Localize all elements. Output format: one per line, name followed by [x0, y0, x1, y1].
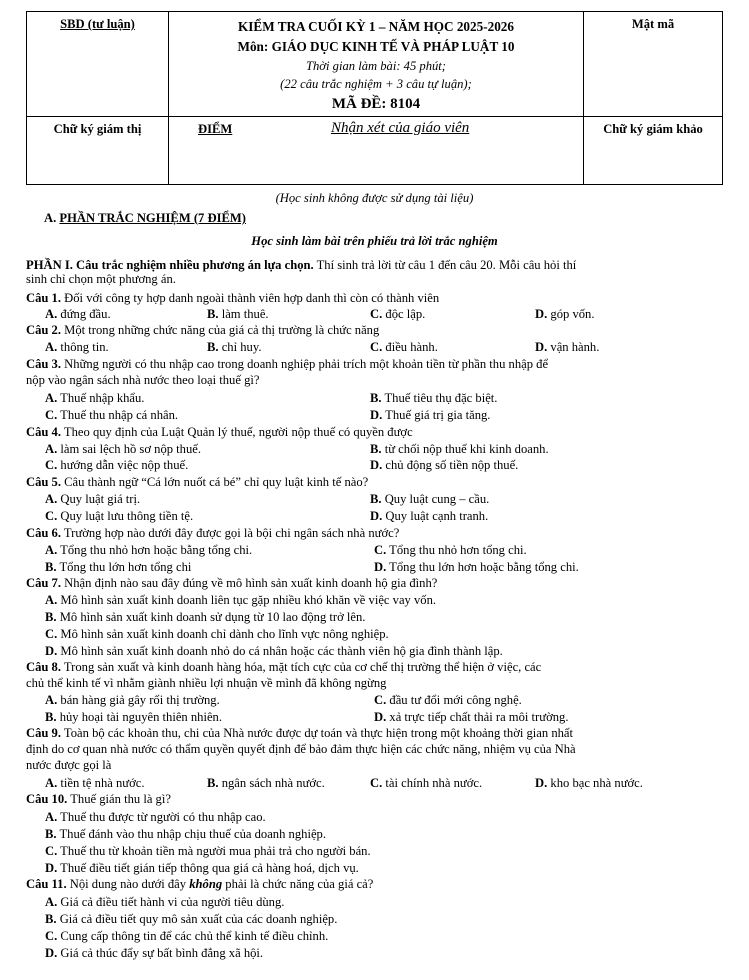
q7-option-c: C. Mô hình sản xuất kinh doanh chỉ dành cho lĩnh vực nông nghiệp. — [45, 627, 389, 641]
option-letter: D. — [370, 458, 383, 472]
q5-option-a: A. Quy luật giá trị. — [45, 492, 141, 506]
part1-line1 — [26, 258, 576, 272]
q11-option-d: D. Giá cả thúc đẩy sự bất bình đẳng xã hội. — [45, 946, 264, 960]
q1-option-b: B. làm thuê. — [207, 307, 269, 321]
question-text: Những người có thu nhập cao trong doanh nghiệp phải trích một khoản tiền từ phần thu nhập để — [61, 357, 549, 371]
question-text: Toàn bộ các khoản thu, chi của Nhà nước được dự toán và thực hiện trong một khoảng thời gian nhất — [61, 726, 574, 740]
option-letter: D. — [374, 710, 387, 724]
q4-option-c: C. hướng dẫn việc nộp thuế. — [45, 458, 189, 472]
q7-option-b: B. Mô hình sản xuất kinh doanh sử dụng từ 10 lao động trở lên. — [45, 610, 366, 624]
option-letter: A. — [45, 593, 58, 607]
examiner-sign-cell — [584, 117, 723, 185]
q3-option-c: C. Thuế thu nhập cá nhân. — [45, 408, 179, 422]
option-letter: D. — [535, 340, 548, 354]
q5-option-d: D. Quy luật cạnh tranh. — [370, 509, 489, 523]
option-letter: A. — [45, 391, 58, 405]
option-letter: A. — [45, 895, 58, 909]
q9-option-b: B. ngân sách nhà nước. — [207, 776, 325, 790]
option-letter: D. — [45, 861, 58, 875]
question-text-end: phải là chức năng của giá cả? — [222, 877, 374, 891]
option-letter: A. — [45, 340, 58, 354]
option-letter: A. — [45, 543, 58, 557]
examiner-sign-label: Chữ ký giám khảo — [603, 122, 703, 136]
exam-title: KIỂM TRA CUỐI KỲ 1 – NĂM HỌC 2025-2026 — [238, 19, 514, 34]
question-number: Câu 10. — [26, 792, 68, 806]
q7-option-a: A. Mô hình sản xuất kinh doanh liên tục gặp nhiều khó khăn về việc vay vốn. — [45, 593, 437, 607]
q8-option-a: A. bán hàng giả gây rối thị trường. — [45, 693, 220, 707]
q9-option-c: C. tài chính nhà nước. — [370, 776, 483, 790]
option-letter: D. — [535, 776, 548, 790]
section-a-prefix: A. — [44, 211, 60, 225]
question-10 — [26, 792, 171, 806]
option-letter: D. — [370, 509, 383, 523]
q9-option-a: A. tiền tệ nhà nước. — [45, 776, 145, 790]
option-letter: A. — [45, 776, 58, 790]
question-1 — [26, 291, 439, 305]
question-2 — [26, 323, 379, 337]
question-text: Câu thành ngữ “Cá lớn nuốt cá bé” chỉ quy luật kinh tế nào? — [61, 475, 369, 489]
q4-option-b: B. từ chối nộp thuế khi kinh doanh. — [370, 442, 549, 456]
no-materials-note: (Học sinh không được sử dụng tài liệu) — [275, 191, 474, 205]
question-number: Câu 5. — [26, 475, 61, 489]
question-text: Nhận định nào sau đây đúng về mô hình sản xuất kinh doanh hộ gia đình? — [61, 576, 438, 590]
q2-option-a: A. thông tin. — [45, 340, 109, 354]
option-letter: B. — [370, 442, 382, 456]
option-letter: C. — [370, 776, 383, 790]
option-letter: B. — [45, 912, 57, 926]
question-number: Câu 9. — [26, 726, 61, 740]
part1-line2: sinh chỉ chọn một phương án. — [26, 272, 176, 286]
exam-info-cell — [169, 12, 584, 117]
option-letter: D. — [45, 644, 58, 658]
q10-option-d: D. Thuế điều tiết gián tiếp thông qua giá cả hàng hoá, dịch vụ. — [45, 861, 359, 875]
section-a-heading — [44, 211, 246, 225]
q10-option-a: A. Thuế thu được từ người có thu nhập cao. — [45, 810, 266, 824]
question-text: Một trong những chức năng của giá cả thị trường là chức năng — [61, 323, 380, 337]
option-letter: B. — [370, 391, 382, 405]
q11-option-b: B. Giá cả điều tiết quy mô sản xuất của các doanh nghiệp. — [45, 912, 338, 926]
question-9 — [26, 726, 573, 740]
q9-option-d: D. kho bạc nhà nước. — [535, 776, 643, 790]
option-letter: B. — [45, 560, 57, 574]
question-number: Câu 3. — [26, 357, 61, 371]
question-8 — [26, 660, 541, 674]
option-letter: D. — [535, 307, 548, 321]
score-comment-cell — [169, 117, 584, 185]
option-letter: B. — [207, 340, 219, 354]
part1-text: Thí sinh trả lời từ câu 1 đến câu 20. Mỗi câu hỏi thí — [313, 258, 577, 272]
question-text: Trong sản xuất và kinh doanh hàng hóa, mặt tích cực của cơ chế thị trường thể hiện ở việc, các — [61, 660, 542, 674]
teacher-comment-label: Nhận xét của giáo viên — [331, 120, 470, 136]
question-6 — [26, 526, 399, 540]
q11-option-a: A. Giá cả điều tiết hành vi của người tiêu dùng. — [45, 895, 285, 909]
question-number: Câu 6. — [26, 526, 61, 540]
question-8-cont: chủ thể kinh tế vì nhằm giành nhiều lợi nhuận về mình đã không ngừng — [26, 676, 387, 690]
q3-option-b: B. Thuế tiêu thụ đặc biệt. — [370, 391, 498, 405]
q4-option-d: D. chủ động số tiền nộp thuế. — [370, 458, 519, 472]
invigilator-sign-cell — [27, 117, 169, 185]
question-11 — [26, 877, 373, 891]
question-7 — [26, 576, 437, 590]
option-letter: C. — [374, 543, 387, 557]
question-number: Câu 11. — [26, 877, 67, 891]
sbd-cell — [27, 12, 169, 117]
option-letter: A. — [45, 810, 58, 824]
q3-option-d: D. Thuế giá trị gia tăng. — [370, 408, 491, 422]
option-letter: B. — [45, 827, 57, 841]
option-letter: B. — [207, 307, 219, 321]
q11-option-c: C. Cung cấp thông tin để các chủ thể kinh tế điều chỉnh. — [45, 929, 329, 943]
q1-option-c: C. độc lập. — [370, 307, 426, 321]
question-text: Trường hợp nào dưới đây được gọi là bội chi ngân sách nhà nước? — [61, 526, 400, 540]
section-a-instruction: Học sinh làm bài trên phiếu trả lời trắc nghiệm — [251, 234, 498, 248]
option-letter: C. — [45, 408, 58, 422]
q3-option-a: A. Thuế nhập khẩu. — [45, 391, 145, 405]
question-3-cont: nộp vào ngân sách nhà nước theo loại thuế gì? — [26, 373, 260, 387]
q6-option-b: B. Tổng thu lớn hơn tổng chi — [45, 560, 192, 574]
secret-code-label: Mật mã — [631, 17, 675, 31]
exam-time: Thời gian làm bài: 45 phút; — [305, 59, 446, 73]
question-number: Câu 1. — [26, 291, 61, 305]
q5-option-b: B. Quy luật cung – cầu. — [370, 492, 490, 506]
q6-option-d: D. Tổng thu lớn hơn hoặc bằng tổng chi. — [374, 560, 579, 574]
option-letter: C. — [45, 509, 58, 523]
option-letter: D. — [45, 946, 58, 960]
question-number: Câu 4. — [26, 425, 61, 439]
q6-option-a: A. Tổng thu nhỏ hơn hoặc bằng tổng chi. — [45, 543, 253, 557]
option-letter: C. — [370, 340, 383, 354]
option-letter: C. — [45, 844, 58, 858]
question-emphasis: không — [189, 877, 223, 891]
q4-option-a: A. làm sai lệch hồ sơ nộp thuế. — [45, 442, 202, 456]
option-letter: D. — [370, 408, 383, 422]
exam-header-table — [26, 11, 723, 185]
question-number: Câu 2. — [26, 323, 61, 337]
question-9-cont2: nước được gọi là — [26, 758, 112, 772]
question-number: Câu 8. — [26, 660, 61, 674]
exam-question-count: (22 câu trắc nghiệm + 3 câu tự luận); — [280, 77, 472, 91]
sbd-label: SBD (tư luận) — [60, 17, 135, 31]
q7-option-d: D. Mô hình sản xuất kinh doanh nhỏ do cá nhân hoặc các thành viên hộ gia đình thành lập. — [45, 644, 503, 658]
q2-option-d: D. vận hành. — [535, 340, 600, 354]
q5-option-c: C. Quy luật lưu thông tiền tệ. — [45, 509, 194, 523]
option-letter: C. — [370, 307, 383, 321]
q1-option-a: A. đứng đầu. — [45, 307, 111, 321]
option-letter: A. — [45, 693, 58, 707]
q1-option-d: D. góp vốn. — [535, 307, 595, 321]
score-label: ĐIỂM — [198, 122, 233, 136]
question-5 — [26, 475, 368, 489]
q10-option-b: B. Thuế đánh vào thu nhập chịu thuế của doanh nghiệp. — [45, 827, 326, 841]
option-letter: D. — [374, 560, 387, 574]
option-letter: C. — [374, 693, 387, 707]
q2-option-c: C. điều hành. — [370, 340, 438, 354]
option-letter: C. — [45, 458, 58, 472]
invigilator-sign-label: Chữ ký giám thị — [53, 122, 142, 136]
option-letter: B. — [45, 610, 57, 624]
section-a-title: PHẦN TRẮC NGHIỆM (7 ĐIỂM) — [59, 211, 246, 225]
option-letter: A. — [45, 442, 58, 456]
question-text: Đối với công ty hợp danh ngoài thành viên hợp danh thì còn có thành viên — [61, 291, 440, 305]
question-text: Nội dung nào dưới đây — [66, 877, 190, 891]
question-text: Thuế gián thu là gì? — [67, 792, 171, 806]
q2-option-b: B. chỉ huy. — [207, 340, 262, 354]
question-4 — [26, 425, 413, 439]
option-letter: A. — [45, 307, 58, 321]
option-letter: B. — [370, 492, 382, 506]
q10-option-c: C. Thuế thu từ khoản tiền mà người mua phải trả cho người bán. — [45, 844, 371, 858]
option-letter: A. — [45, 492, 58, 506]
q8-option-c: C. đầu tư đổi mới công nghệ. — [374, 693, 522, 707]
option-letter: B. — [45, 710, 57, 724]
q6-option-c: C. Tổng thu nhỏ hơn tổng chi. — [374, 543, 527, 557]
question-3 — [26, 357, 548, 371]
question-9-cont1: định do cơ quan nhà nước có thẩm quyền quyết định để bảo đảm thực hiện các chức năng, nhiệm vụ của Nhà — [26, 742, 576, 756]
q8-option-d: D. xả trực tiếp chất thải ra môi trường. — [374, 710, 569, 724]
option-letter: C. — [45, 627, 58, 641]
question-number: Câu 7. — [26, 576, 61, 590]
question-text: Theo quy định của Luật Quản lý thuế, người nộp thuế có quyền được — [61, 425, 413, 439]
part1-heading: PHẦN I. Câu trắc nghiệm nhiều phương án lựa chọn. — [26, 258, 314, 272]
option-letter: B. — [207, 776, 219, 790]
secret-code-cell — [584, 12, 723, 117]
q8-option-b: B. hủy hoại tài nguyên thiên nhiên. — [45, 710, 222, 724]
exam-subject: Môn: GIÁO DỤC KINH TẾ VÀ PHÁP LUẬT 10 — [237, 39, 515, 54]
exam-code: MÃ ĐỀ: 8104 — [331, 96, 421, 112]
option-letter: C. — [45, 929, 58, 943]
